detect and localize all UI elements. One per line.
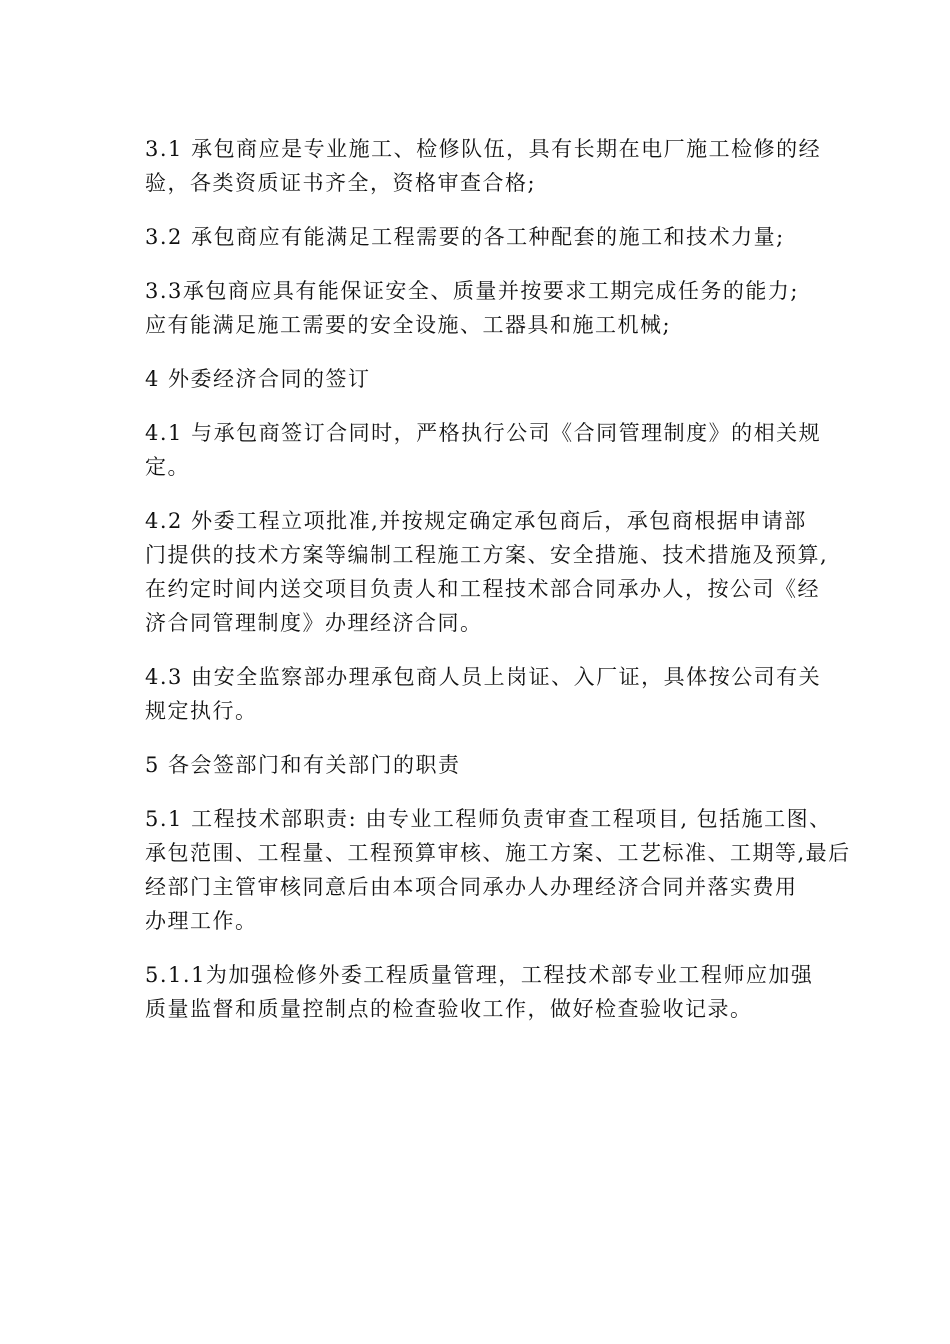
text-line: 5 各会签部门和有关部门的职责 — [145, 753, 461, 777]
paragraph-4-3 — [145, 660, 825, 728]
text-line: 4.2 外委工程立项批准,并按规定确定承包商后，承包商根据申请部 — [145, 509, 807, 533]
paragraph-5-1 — [145, 802, 851, 938]
text-line: 4.3 由安全监察部办理承包商人员上岗证、入厂证，具体按公司有关 — [145, 665, 822, 689]
paragraph-3-2 — [145, 220, 825, 254]
paragraph-4-1 — [145, 416, 825, 484]
text-line: 5.1.1为加强检修外委工程质量管理，工程技术部专业工程师应加强 — [145, 963, 814, 987]
text-line: 济合同管理制度》办理经济合同。 — [145, 611, 483, 635]
text-line: 4.1 与承包商签订合同时，严格执行公司《合同管理制度》的相关规 — [145, 421, 822, 445]
text-line: 办理工作。 — [145, 909, 258, 933]
text-line: 经部门主管审核同意后由本项合同承办人办理经济合同并落实费用 — [145, 875, 798, 899]
text-line: 3.1 承包商应是专业施工、检修队伍，具有长期在电厂施工检修的经 — [145, 137, 822, 161]
text-line: 5.1 工程技术部职责: 由专业工程师负责审查工程项目, 包括施工图、 — [145, 807, 832, 831]
document-body — [145, 132, 851, 1046]
paragraph-4-2 — [145, 504, 829, 640]
paragraph-3-1 — [145, 132, 825, 200]
text-line: 规定执行。 — [145, 699, 258, 723]
text-line: 应有能满足施工需要的安全设施、工器具和施工机械; — [145, 313, 672, 337]
text-line: 3.2 承包商应有能满足工程需要的各工种配套的施工和技术力量; — [145, 225, 785, 249]
text-line: 在约定时间内送交项目负责人和工程技术部合同承办人，按公司《经 — [145, 577, 820, 601]
text-line: 承包范围、工程量、工程预算审核、施工方案、工艺标准、工期等,最后 — [145, 841, 851, 865]
section-heading-4 — [145, 362, 825, 396]
text-line: 4 外委经济合同的签订 — [145, 367, 371, 391]
text-line: 验，各类资质证书齐全，资格审查合格; — [145, 171, 537, 195]
text-line: 定。 — [145, 455, 190, 479]
text-line: 门提供的技术方案等编制工程施工方案、安全措施、技术措施及预算, — [145, 543, 829, 567]
section-heading-5 — [145, 748, 825, 782]
paragraph-3-3 — [145, 274, 825, 342]
text-line: 3.3承包商应具有能保证安全、质量并按要求工期完成任务的能力; — [145, 279, 799, 303]
paragraph-5-1-1 — [145, 958, 825, 1026]
text-line: 质量监督和质量控制点的检查验收工作，做好检查验收记录。 — [145, 997, 753, 1021]
